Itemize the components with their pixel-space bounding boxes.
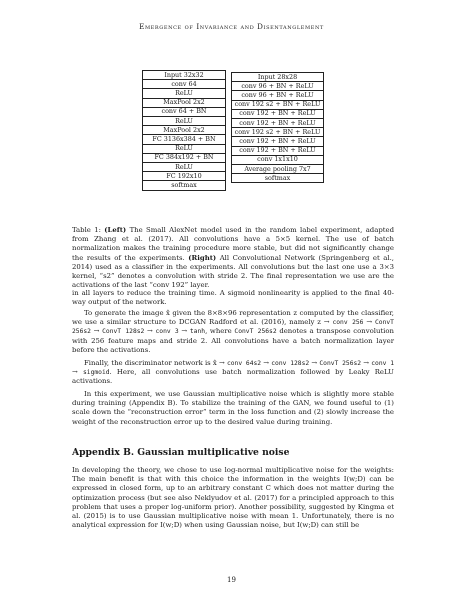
small-alexnet-layer-cell: MaxPool 2x2 bbox=[143, 98, 226, 107]
all-conv-net-row bbox=[232, 119, 324, 128]
p3-code-1: conv 64s2 bbox=[226, 360, 262, 367]
all-conv-net-layer-cell: conv 96 + BN + ReLU bbox=[232, 82, 324, 91]
small-alexnet-row bbox=[143, 144, 226, 153]
paragraph-4: In this experiment, we use Gaussian multiplicative noise which is slightly more stable during training (Appendix B). To stabilize the training of the GAN, we found useful to (1) scale down the “reconstruction error” term in the loss function and (2) slowly increase the weight of the reconstruction error up to the desired value during training. bbox=[72, 390, 394, 426]
all-conv-net-layer-cell: conv 192 s2 + BN + ReLU bbox=[232, 100, 324, 109]
p2-arrow-4: → bbox=[181, 327, 188, 336]
p2-code-6: ConvT 256s2 bbox=[234, 328, 277, 336]
small-alexnet-layer-cell: MaxPool 2x2 bbox=[143, 126, 226, 135]
all-conv-net-row bbox=[232, 174, 324, 183]
page-number: 19 bbox=[227, 576, 236, 584]
all-conv-net-row bbox=[232, 128, 324, 137]
p3-arrow-2: → bbox=[311, 359, 318, 367]
small-alexnet-row bbox=[143, 153, 226, 162]
p2-code-2: ConvT 256s2 bbox=[72, 319, 394, 336]
table-caption bbox=[72, 226, 394, 290]
all-conv-net-layer-cell: softmax bbox=[232, 174, 324, 183]
p3-arrow-4: → bbox=[72, 368, 78, 377]
small-alexnet-layer-cell: ReLU bbox=[143, 89, 226, 98]
p3-arrow-1: → bbox=[263, 359, 270, 367]
p2-text-f: , where bbox=[205, 327, 232, 336]
p2-code-3: ConvT 128s2 bbox=[102, 328, 145, 336]
p2-arrow-3: → bbox=[147, 327, 153, 336]
all-conv-net-layer-cell: Input 28x28 bbox=[232, 73, 324, 82]
caption-label: Table 1: bbox=[72, 226, 101, 234]
paragraph-1: in all layers to reduce the training time. A sigmoid nonlinearity is applied to the final 40-way output of the network. bbox=[72, 289, 394, 307]
all-conv-net-row bbox=[232, 146, 324, 155]
small-alexnet-row bbox=[143, 98, 226, 107]
small-alexnet-row bbox=[143, 172, 226, 181]
small-alexnet-row bbox=[143, 135, 226, 144]
small-alexnet-layer-cell: conv 64 + BN bbox=[143, 107, 226, 116]
p3-text-f: . Here, all convolutions use batch normalization followed by Leaky ReLU activations. bbox=[72, 368, 394, 386]
all-conv-net-layer-cell: conv 192 + BN + ReLU bbox=[232, 119, 324, 128]
small-alexnet-layer-cell: Input 32x32 bbox=[143, 71, 226, 80]
caption-left-text: The Small AlexNet model used in the random label experiment, adapted from Zhang et al. (2017). All convolutions have a 5×5 kernel. The use of batch normalization makes the training procedure more stable, but did not significantly change the results of the experiments. bbox=[72, 226, 394, 262]
p2-code-4: conv 3 bbox=[155, 328, 179, 336]
running-head: Emergence of Invariance and Disentanglement bbox=[139, 22, 324, 31]
small-alexnet-row bbox=[143, 107, 226, 116]
all-conv-net-layer-cell: conv 192 + BN + ReLU bbox=[232, 109, 324, 118]
p3-code-3: ConvT 256s2 bbox=[319, 360, 362, 367]
small-alexnet-layer-cell: FC 384x192 + BN bbox=[143, 153, 226, 162]
small-alexnet-row bbox=[143, 71, 226, 80]
small-alexnet-row bbox=[143, 117, 226, 126]
small-alexnet-layer-cell: ReLU bbox=[143, 163, 226, 172]
p2-text-g: denotes a transpose convolution with 256 feature maps and stride 2. All convolutions have a batch normalization layer before the activations. bbox=[72, 327, 394, 354]
paragraph-2 bbox=[72, 309, 394, 355]
p3-code-4: conv 1 bbox=[371, 360, 395, 367]
p2-arrow-2: → bbox=[93, 327, 100, 336]
appendix-heading: Appendix B. Gaussian multiplicative noise bbox=[72, 447, 290, 458]
small-alexnet-layer-cell: ReLU bbox=[143, 117, 226, 126]
all-conv-net-layer-cell: conv 1x1x10 bbox=[232, 155, 324, 164]
small-alexnet-layer-cell: conv 64 bbox=[143, 80, 226, 89]
p2-arrow-1: → bbox=[366, 318, 373, 327]
all-conv-net-layer-cell: conv 192 + BN + ReLU bbox=[232, 146, 324, 155]
p2-code-1: conv 256 bbox=[332, 319, 364, 327]
caption-right-tag: (Right) bbox=[188, 253, 217, 262]
caption-left-tag: (Left) bbox=[104, 226, 127, 234]
all-conv-net-row bbox=[232, 73, 324, 82]
caption-right-text: All Convolutional Network (Springenberg et al., 2014) used as a classifier in the experiments. All convolutions but the last one use a 3×3 kernel, “s2” denotes a convolution with stride 2. The final representation we use are the activations of the last “conv 192” layer. bbox=[72, 253, 394, 290]
p3-code-2: conv 128s2 bbox=[271, 360, 310, 367]
all-conv-net-row bbox=[232, 82, 324, 91]
p3-arrow-3: → bbox=[363, 359, 370, 367]
paragraph-3 bbox=[72, 359, 394, 387]
p3-code-5: sigmoid bbox=[82, 369, 110, 377]
small-alexnet-layer-cell: ReLU bbox=[143, 144, 226, 153]
all-conv-net-table bbox=[231, 72, 324, 183]
all-conv-net-layer-cell: conv 96 + BN + ReLU bbox=[232, 91, 324, 100]
all-conv-net-layer-cell: conv 192 + BN + ReLU bbox=[232, 137, 324, 146]
p3-text-a: Finally, the discriminator network is x̂ → bbox=[84, 359, 225, 367]
all-conv-net-row bbox=[232, 109, 324, 118]
small-alexnet-layer-cell: softmax bbox=[143, 181, 226, 190]
all-conv-net-row bbox=[232, 165, 324, 174]
small-alexnet-layer-cell: FC 192x10 bbox=[143, 172, 226, 181]
paragraph-5: In developing the theory, we chose to use log-normal multiplicative noise for the weights: The main benefit is that with this choice the information in the weights I(w;D) can be expressed in closed form, up to an arbitrary constant C which does not matter during the optimization process (but see also Neklyudov et al. (2017) for a principled approach to this problem that uses a proper log-uniform prior). Another possibility, suggested by Kingma et al. (2015) is to use Gaussian multiplicative noise with mean 1. Unfortunately, there is no analytical expression for I(w;D) when using Gaussian noise, but I(w;D) can still be bbox=[72, 466, 394, 530]
small-alexnet-row bbox=[143, 163, 226, 172]
all-conv-net-row bbox=[232, 137, 324, 146]
small-alexnet-row bbox=[143, 126, 226, 135]
all-conv-net-layer-cell: Average pooling 7x7 bbox=[232, 165, 324, 174]
small-alexnet-row bbox=[143, 80, 226, 89]
p2-text-a: To generate the image x̂ given the 8×8×96 representation z computed by the classifier, we use a similar structure to DCGAN Radford et al. (2016), namely z → bbox=[72, 309, 394, 327]
all-conv-net-row bbox=[232, 91, 324, 100]
all-conv-net-row bbox=[232, 155, 324, 164]
small-alexnet-table bbox=[142, 70, 226, 191]
all-conv-net-layer-cell: conv 192 s2 + BN + ReLU bbox=[232, 128, 324, 137]
small-alexnet-row bbox=[143, 89, 226, 98]
small-alexnet-row bbox=[143, 181, 226, 190]
all-conv-net-row bbox=[232, 100, 324, 109]
p2-code-5: tanh bbox=[189, 328, 206, 336]
small-alexnet-layer-cell: FC 3136x384 + BN bbox=[143, 135, 226, 144]
